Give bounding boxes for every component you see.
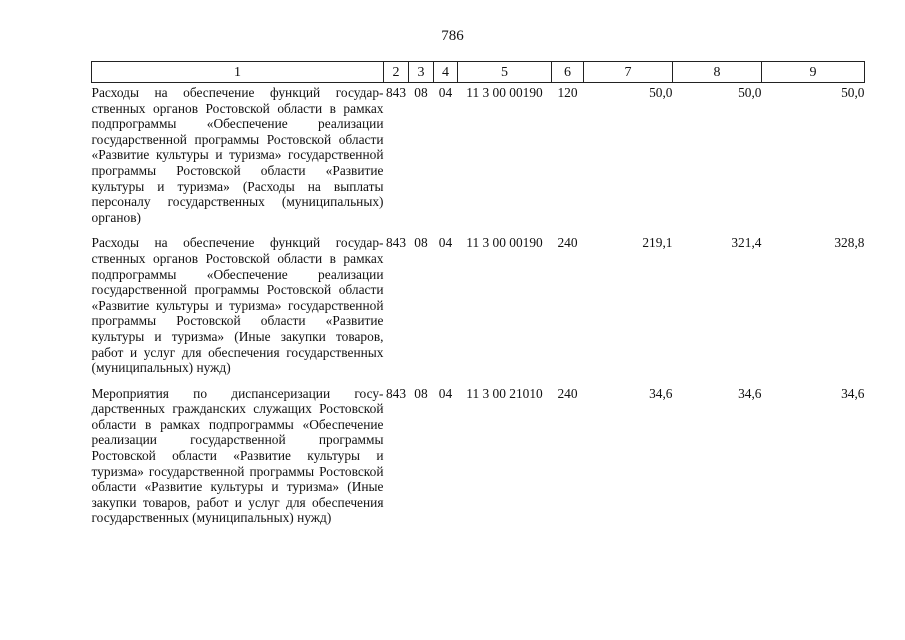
header-col-4: 4 — [434, 62, 458, 83]
row-amount-col8: 34,6 — [738, 385, 762, 401]
row-ministry-code: 843 — [385, 85, 407, 100]
row-ministry-code: 843 — [385, 235, 407, 251]
row-expense-type: 240 — [557, 235, 578, 251]
row-section-code: 08 — [414, 85, 428, 100]
table-row — [92, 384, 865, 534]
row-amount-col9: 328,8 — [834, 235, 865, 251]
budget-table — [91, 61, 865, 534]
row-subsection-code: 04 — [438, 85, 453, 100]
header-col-1: 1 — [92, 62, 384, 83]
row-description: Расходы на обеспечение функций государственных органов Ростовской области в рамках подпрограммы «Обеспечение реализации государственной программы Ростовской области «Развитие культуры и туризма» государственной программы Ростовской области «Развитие культуры и туризма» (Иные закупки товаров, работ и услуг для обеспечения государственных (муниципальных) нужд) — [91, 235, 384, 376]
row-amount-col7: 50,0 — [649, 85, 673, 100]
row-ministry-code: 843 — [385, 385, 407, 401]
row-description: Расходы на обеспечение функций государственных органов Ростовской области в рамках подпрограммы «Обеспечение реализации государственной программы Ростовской области «Развитие культуры и туризма» государственной программы Ростовской области «Развитие культуры и туризма» (Расходы на выплаты персоналу государственных (муниципальных) органов) — [91, 85, 384, 225]
row-target-article: 11 3 00 21010 — [466, 385, 543, 401]
row-section-code: 08 — [414, 385, 428, 401]
row-amount-col9: 50,0 — [841, 85, 865, 100]
row-amount-col8: 321,4 — [731, 235, 762, 251]
row-amount-col9: 34,6 — [841, 385, 865, 401]
header-col-2: 2 — [384, 62, 409, 83]
row-subsection-code: 04 — [438, 385, 453, 401]
row-target-article: 11 3 00 00190 — [466, 85, 543, 100]
row-section-code: 08 — [414, 235, 428, 251]
table-row — [92, 233, 865, 383]
row-amount-col7: 34,6 — [649, 385, 673, 401]
row-expense-type: 120 — [557, 85, 578, 100]
row-target-article: 11 3 00 00190 — [466, 235, 543, 251]
header-col-8: 8 — [673, 62, 762, 83]
header-col-5: 5 — [458, 62, 552, 83]
row-subsection-code: 04 — [438, 235, 453, 251]
page-number: 786 — [441, 28, 464, 44]
row-amount-col7: 219,1 — [642, 235, 673, 251]
row-description: Мероприятия по диспансеризации государственных гражданских служащих Ростовской области в рамках подпрограммы «Обеспечение реализации государственной программы Ростовской области «Развитие культуры и туризма» государственной программы Ростовской области «Развитие культуры и туризма» (Иные закупки товаров, работ и услуг для обеспечения государственных (муниципальных) нужд) — [91, 385, 384, 526]
row-amount-col8: 50,0 — [738, 85, 762, 100]
header-col-7: 7 — [584, 62, 673, 83]
table-header-row — [92, 62, 865, 83]
header-col-3: 3 — [409, 62, 434, 83]
header-col-6: 6 — [552, 62, 584, 83]
table-row — [92, 83, 865, 234]
row-expense-type: 240 — [557, 385, 578, 401]
header-col-9: 9 — [762, 62, 865, 83]
